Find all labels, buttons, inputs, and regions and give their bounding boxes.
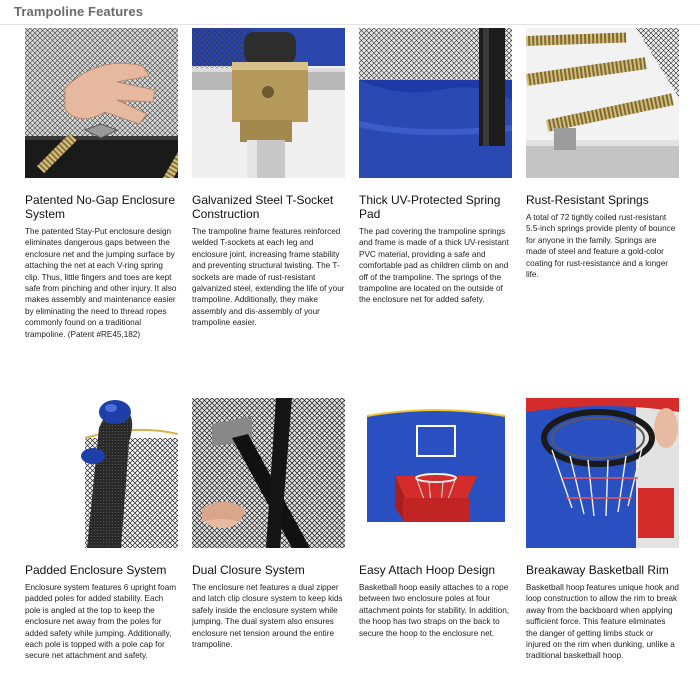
springs-image: [526, 28, 679, 178]
hoop-backboard-image: [359, 398, 512, 548]
feature-card: [359, 398, 512, 639]
feature-title: Patented No-Gap Enclosure System: [25, 193, 176, 221]
feature-description: The trampoline frame features reinforced welded T-sockets at each leg and enclosure joint, increasing frame stability and preventing structural twisting. The T-sockets are made of rust-resistant galvanized steel, extending the life of your trampoline. Additionally, they make assembly and dis-assembly of your trampoline easier.: [192, 227, 345, 328]
feature-title: Dual Closure System: [192, 563, 305, 577]
feature-card: [25, 28, 178, 340]
feature-description: A total of 72 tightly coiled rust-resistant 5.5-inch springs provide plenty of bounce for anyone in the family. Springs are made of steel and feature a gold-color coating for rust-resistance and a longer life.: [526, 213, 676, 280]
feature-description: Enclosure system features 6 upright foam padded poles for added stability. Each pole is angled at the top to keep the enclosure net away from the poles for added safety while jumping. Additionally, each pole is topped with a pole cap for secure net attachment and safety.: [25, 583, 177, 661]
feature-description: Basketball hoop features unique hook and loop construction to allow the rim to break away from the backboard when applying sufficient force. This feature eliminates the danger of getting limbs stuck or injured on the rim when dunking, unlike a traditional basketball hoop.: [526, 583, 679, 661]
feature-title: Easy Attach Hoop Design: [359, 563, 496, 577]
feature-card: [192, 398, 345, 650]
feature-description: The enclosure net features a dual zipper and latch clip closure system to keep kids safely inside the enclosure system while jumping. The dual system also ensures enclosure net tension around the entire trampoline.: [192, 583, 343, 650]
t-socket-image: [192, 28, 345, 178]
feature-description: The pad covering the trampoline springs and frame is made of a thick UV-resistant PVC material, providing a safe and comfortable pad as children climb on and off of the trampoline. The springs of the trampoline are located on the outside of the enclosure net for added safety.: [359, 227, 509, 305]
net-hand-spring-image: [25, 28, 178, 178]
feature-card: [359, 28, 512, 306]
zipper-latch-image: [192, 398, 345, 548]
feature-card: [526, 28, 679, 280]
section-heading: Trampoline Features: [14, 4, 144, 19]
feature-description: The patented Stay-Put enclosure design eliminates dangerous gaps between the enclosure net and the jumping surface by attaching the net at each V-ring spring clip. Thus, little fingers and toes are kept safe from pinching and other injury. It also makes assembly and maintenance easier by eliminating the need to thread ropes commonly found on a traditional trampoline. (Patent #RE45,182): [25, 227, 177, 339]
heading-divider: [0, 24, 700, 25]
feature-card: [25, 398, 178, 662]
feature-title: Thick UV-Protected Spring Pad: [359, 193, 501, 221]
padded-pole-image: [25, 398, 178, 548]
feature-card: [192, 28, 345, 329]
breakaway-rim-image: [526, 398, 679, 548]
feature-title: Padded Enclosure System: [25, 563, 167, 577]
feature-description: Basketball hoop easily attaches to a rope between two enclosure poles at four attachment points for stability. In addition, the hoop has two straps on the back to secure the hoop to the enclosure net.: [359, 583, 510, 638]
feature-title: Breakaway Basketball Rim: [526, 563, 669, 577]
spring-pad-image: [359, 28, 512, 178]
feature-card: [526, 398, 679, 662]
feature-title: Galvanized Steel T-Socket Construction: [192, 193, 334, 221]
feature-title: Rust-Resistant Springs: [526, 193, 649, 207]
